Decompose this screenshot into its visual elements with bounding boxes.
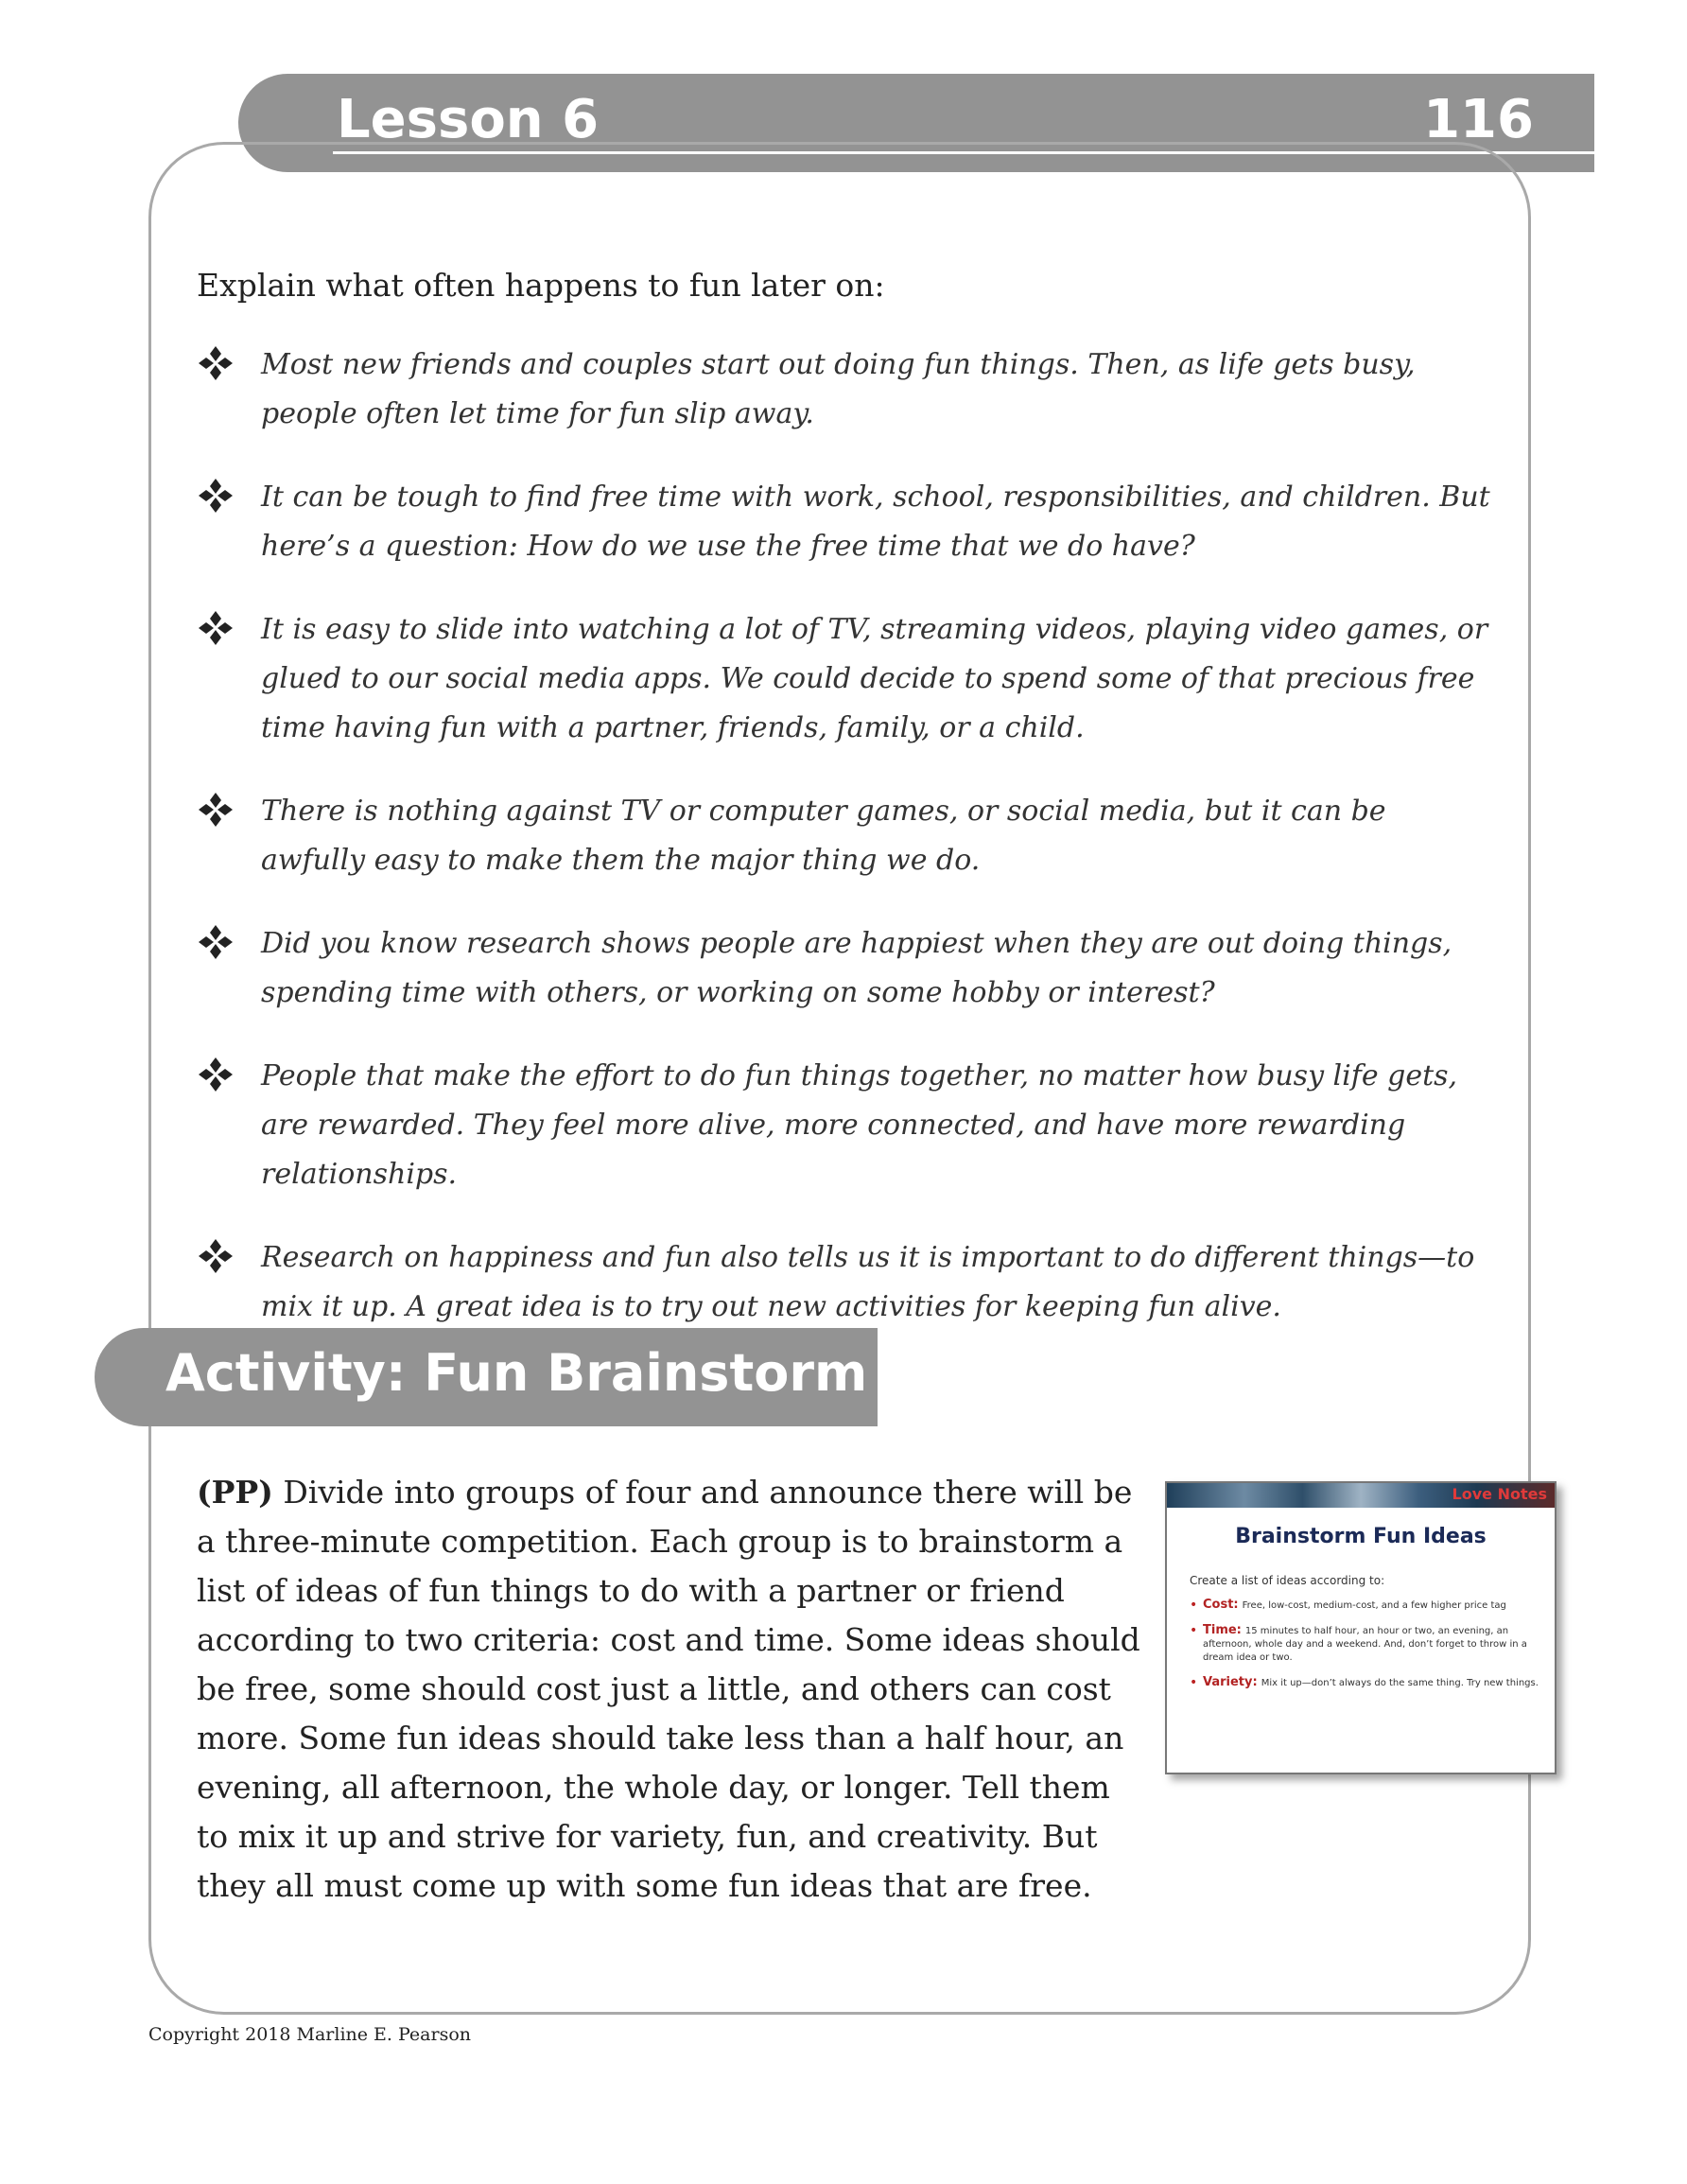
slide-item-text: Free, low-cost, medium-cost, and a few higher price tag	[1242, 1600, 1506, 1611]
bullet-text: It can be tough to find free time with work, school, responsibilities, and children. But here’s a question: How do we use the free time that we do have?	[261, 480, 1490, 563]
diamond-cluster-icon	[197, 1056, 235, 1093]
slide-list	[1190, 1599, 1539, 1702]
diamond-cluster-icon	[197, 791, 235, 829]
slide-item-label: Variety:	[1203, 1675, 1258, 1689]
slide-item-label: Time:	[1203, 1623, 1242, 1637]
bullet-text: There is nothing against TV or computer games, or social media, but it can be awfully easy to make them the major thing we do.	[261, 795, 1386, 877]
slide-item-label: Cost:	[1203, 1598, 1239, 1612]
page-number: 116	[1423, 89, 1534, 150]
bullet-text: People that make the effort to do fun things together, no matter how busy life gets, are rewarded. They feel more alive, more connected, and have more rewarding relationships.	[261, 1059, 1458, 1191]
slide-intro: Create a list of ideas according to:	[1190, 1574, 1385, 1587]
list-item	[197, 605, 1492, 753]
list-item	[197, 1233, 1492, 1332]
list-item	[197, 787, 1492, 885]
copyright-notice: Copyright 2018 Marline E. Pearson	[148, 2024, 471, 2045]
list-item	[1190, 1624, 1539, 1665]
diamond-cluster-icon	[197, 609, 235, 647]
list-item	[197, 473, 1492, 571]
activity-title: Activity: Fun Brainstorm	[165, 1343, 868, 1403]
slide-title: Brainstorm Fun Ideas	[1235, 1525, 1487, 1548]
list-item	[1190, 1599, 1539, 1613]
bullet-list	[197, 341, 1492, 1366]
diamond-cluster-icon	[197, 344, 235, 382]
slide-thumbnail	[1165, 1481, 1557, 1774]
lesson-title: Lesson 6	[337, 89, 600, 150]
list-item	[197, 1052, 1492, 1199]
activity-body-text: Divide into groups of four and announce there will be a three-minute competition. Each group is to brainstorm a list of ideas of fun things to do with a partner or friend according to two criteria: cost and time. Some ideas should be free, some should cost just a little, and others can cost more. Some fun ideas should take less than a half hour, an evening, all afternoon, the whole day, or longer. Tell them to mix it up and strive for variety, fun, and creativity. But they all must come up with some fun ideas that are free.	[197, 1474, 1140, 1904]
list-item	[1190, 1676, 1539, 1690]
activity-lead: (PP)	[197, 1474, 273, 1511]
activity-instructions	[197, 1468, 1142, 1911]
bullet-text: It is easy to slide into watching a lot of TV, streaming videos, playing video games, or glued to our social media apps. We could decide to spend some of that precious free time having fun with a partner, friends, family, or a child.	[261, 613, 1488, 744]
slide-item-text: 15 minutes to half hour, an hour or two, an evening, an afternoon, whole day and a weekend. And, don’t forget to throw in a dream idea or two.	[1203, 1626, 1527, 1663]
bullet-text: Did you know research shows people are happiest when they are out doing things, spending time with others, or working on some hobby or interest?	[261, 927, 1452, 1009]
list-item	[197, 919, 1492, 1018]
bullet-text: Most new friends and couples start out doing fun things. Then, as life gets busy, people often let time for fun slip away.	[261, 348, 1416, 430]
diamond-cluster-icon	[197, 923, 235, 961]
intro-prompt: Explain what often happens to fun later on:	[197, 267, 885, 304]
list-item	[197, 341, 1492, 439]
bullet-text: Research on happiness and fun also tells us it is important to do different things—to mix it up. A great idea is to try out new activities for keeping fun alive.	[261, 1241, 1475, 1323]
slide-item-text: Mix it up—don’t always do the same thing. Try new things.	[1261, 1678, 1539, 1688]
slide-logo: Love Notes	[1452, 1485, 1547, 1503]
diamond-cluster-icon	[197, 1237, 235, 1275]
diamond-cluster-icon	[197, 477, 235, 515]
